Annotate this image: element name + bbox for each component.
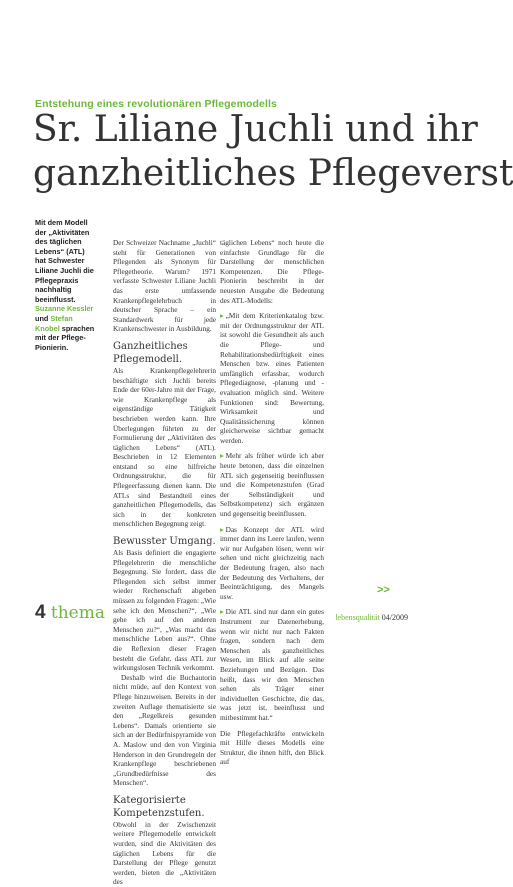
headline-line-2: ganzheitliches Pflegeverst	[33, 153, 513, 194]
column-2	[220, 238, 324, 767]
author-1: Suzanne Kessler	[35, 304, 94, 314]
paragraph: Der Schweizer Nachname „Juchli“ steht für Generationen von Pflegenden als Synonym für Pflegetheorie. Warum? 1971 verfasste Schwester Liliane Juchli das erste umfassende Krankenpflegelehrbuch in deutscher Sprache – ein Standardwerk für jede Krankenschwester in Ausbildung.	[113, 238, 216, 334]
continue-arrows: >>	[377, 584, 390, 596]
quote-bullet: ▸ Die ATL sind nur dann ein gutes Instrument zur Datenerhebung, wenn wir nicht nur nach Fakten fragen, sondern nach dem Menschen als ganzheitliches Wesen, im Blick auf alle seine Beziehungen und Bezügen. Das heißt, dass wir den Menschen sehen als Träger einer individuellen Geschichte, die das, was jetzt ist, beeinflusst und mitbestimmt hat.“	[220, 607, 324, 722]
sidebar-intro	[35, 218, 97, 352]
issue-number: 04/2009	[381, 613, 408, 622]
paragraph: Als Basis definiert die engagierte Pflegelehrerin die menschliche Begegnung. Sie fordert, dass die Pflegenden sich selbst immer wieder Rechenschaft abgeben müssen zu folgenden Fragen: „Wie sehe ich den Menschen?“, „Wie gehe ich auf den anderen Menschen zu?“, „Was macht das menschliche Leben aus?“. Ohne die Reflexion dieser Fragen besteht die Gefahr, dass ATL zur wirkungslosen Technik verkommt.	[113, 548, 216, 673]
paragraph: Die Pflegefachkräfte entwickeln mit Hilfe dieses Modells eine Struktur, die ihnen hilft, den Blick auf	[220, 728, 324, 767]
sidebar-intro-text-2: sprachen mit der Pflege-Pionierin.	[35, 323, 95, 352]
headline	[33, 108, 513, 196]
headline-line-1: Sr. Liliane Juchli und ihr	[33, 109, 478, 150]
footer-magazine	[335, 613, 408, 622]
footer-section	[35, 602, 105, 624]
quote-bullet: ▸ „Mit dem Kriterienkatalog bzw. mit der Ordnungsstruktur der ATL ist sowohl die Gesundheit als auch die Pflege- und Rehabilitationsbedürftigkeit eines Menschen bzw. eines Patienten umfänglich erfassbar, wodurch Pflegediagnose, -planung und -evaluation möglich sind. Weitere Funktionen sind: Bewertung, Wirksamkeit und Qualitätssicherung können gleicherweise sichtbar gemacht werden.	[220, 311, 324, 445]
magazine-name: lebensqualität	[335, 613, 380, 622]
author-2: Stefan Knobel	[35, 313, 73, 333]
page-number: 4	[35, 602, 46, 623]
paragraph: Als Krankenpflegelehrerin beschäftigte sich Juchli bereits Ende der 60er-Jahre mit der Frage, wie Krankenpflege als eigenständige Tätigkeit beschrieben werden kann. Ihre Überlegungen führten zu der Formulierung der „Aktivitäten des täglichen Lebens“ (ATL). Beschrieben in 12 Elementen entstand so eine hilfreiche Ordnungsstruktur, die für Pflegeerfassung dienen kann. Die ATLs sind Bestandteil eines ganzheitlichen Pflegemodells, das sich in der konkreten menschlichen Begegnung zeigt.	[113, 365, 216, 529]
column-1	[113, 238, 216, 887]
subheading: Ganzheitliches Pflegemodell.	[113, 340, 188, 365]
paragraph: Obwohl in der Zwischenzeit weitere Pflegemodelle entwickelt wurden, sind die Aktivitäten des täglichen Lebens für die Darstellung der Pflege genutzt werden, bieten die „Aktivitäten des	[113, 819, 216, 887]
quote-bullet: ▸ Mehr als früher würde ich aber heute betonen, dass die einzelnen ATL sich gegenseitig beeinflussen und die Kompetenzstufen (Grad der Selbständigkeit und Selbstkompetenz) sich ergänzen und gegenseitig beeinflussen.	[220, 451, 324, 518]
sidebar-intro-text: Mit dem Modell der „Aktivitäten des täglichen Lebens“ (ATL) hat Schwester Liliane Juchli die Pflegepraxis nachhaltig beeinflusst.	[35, 218, 94, 304]
subheading: Kategorisierte Kompetenzstufen.	[113, 794, 205, 819]
sidebar-and: und	[35, 313, 49, 323]
section-name: thema	[50, 603, 105, 623]
paragraph: täglichen Lebens“ noch heute die einfachste Grundlage für die Darstellung der menschlichen Kompetenzen. Die Pflege-Pionierin beschreibt in der neuesten Ausgabe die Bedeutung des ATL-Modells:	[220, 238, 324, 305]
quote-bullet: ▸ Das Konzept der ATL wird immer dann ins Leere laufen, wenn wir nur Aufgaben lösen, wenn wir sehen und nicht gleichzeitig nach der Bedeutung fragen, also nach der Bedeutung des Verhaltens, der Beeinträchtigung, des Mangels usw.	[220, 525, 324, 602]
paragraph: Deshalb wird die Buchautorin nicht müde, auf den Kontext von Pflege hinzuweisen. Bereits in der zweiten Auflage thematisierte sie den „Regelkreis gesunden Lebens“. Damals orientierte sie sich an der Bedürfnispyramide von A. Maslow und den von Virginia Henderson in den Grundregeln der Krankenpflege beschriebenen „Grundbedürfnisse des Menschen“.	[113, 672, 216, 788]
kicker: Entstehung eines revolutionären Pflegemodells	[35, 98, 277, 110]
subheading: Bewusster Umgang.	[113, 536, 216, 548]
